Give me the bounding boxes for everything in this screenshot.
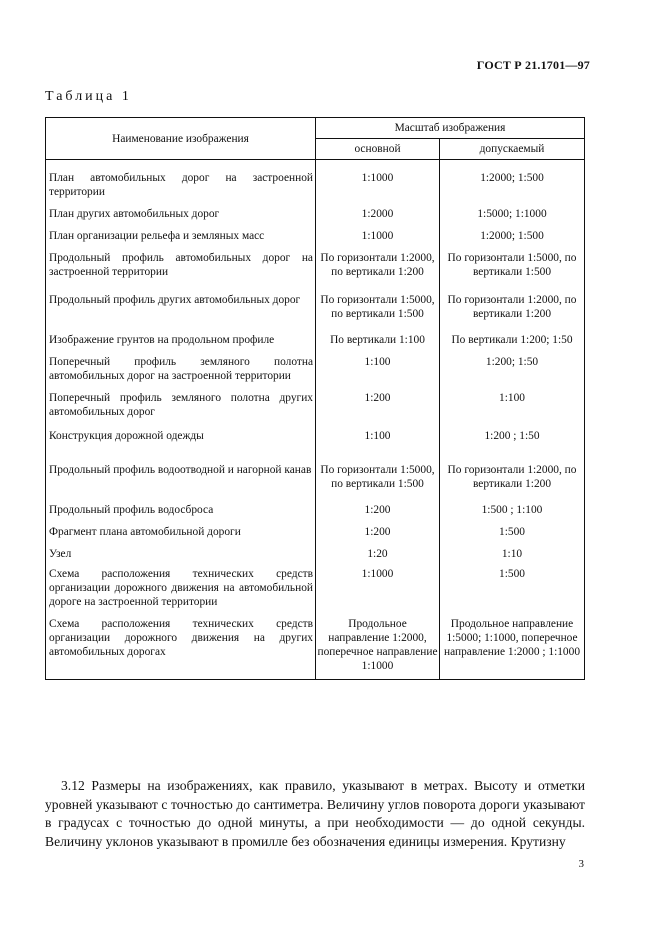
row-main-scale: 1:100 — [316, 355, 440, 391]
row-main-scale: 1:2000 — [316, 207, 440, 229]
row-main-scale: 1:1000 — [316, 567, 440, 617]
row-name: Схема расположения технических средств организации дорожного движения на других автомобильных дорогах — [46, 617, 316, 680]
row-main-scale: По вертикали 1:100 — [316, 333, 440, 355]
table-row — [46, 503, 585, 525]
row-name: Фрагмент плана автомобильной дороги — [46, 525, 316, 547]
row-allowed-scale: По горизонтали 1:2000, по вертикали 1:200 — [440, 293, 585, 333]
row-name: Продольный профиль других автомобильных дорог — [46, 293, 316, 333]
table-row — [46, 617, 585, 680]
table-row — [46, 525, 585, 547]
row-main-scale: По горизонтали 1:2000, по вертикали 1:200 — [316, 251, 440, 293]
table-row — [46, 251, 585, 293]
row-main-scale: Продольное направление 1:2000, поперечное направление 1:1000 — [316, 617, 440, 680]
table-row — [46, 547, 585, 567]
row-main-scale: По горизонтали 1:5000, по вертикали 1:500 — [316, 293, 440, 333]
row-name: План других автомобильных дорог — [46, 207, 316, 229]
row-allowed-scale: Продольное направление 1:5000; 1:1000, поперечное направление 1:2000 ; 1:1000 — [440, 617, 585, 680]
table-row — [46, 207, 585, 229]
row-allowed-scale: По вертикали 1:200; 1:50 — [440, 333, 585, 355]
table-row — [46, 160, 585, 208]
row-allowed-scale: 1:2000; 1:500 — [440, 229, 585, 251]
table-row — [46, 391, 585, 429]
row-allowed-scale: 1:10 — [440, 547, 585, 567]
row-name: Продольный профиль водоотводной и нагорной канав — [46, 463, 316, 503]
row-name: Схема расположения технических средств организации дорожного движения на автомобильной дороге на застроенной территории — [46, 567, 316, 617]
page-number: 3 — [578, 858, 584, 870]
row-name: Продольный профиль водосброса — [46, 503, 316, 525]
document-code: ГОСТ Р 21.1701—97 — [476, 58, 590, 72]
paragraph-3-12: 3.12 Размеры на изображениях, как правило, указывают в метрах. Высоту и отметки уровней указывают с точностью до сантиметра. Величину углов поворота дороги указывают в градусах с точностью до одной минуты, а при необходимости — до одной секунды. Величину уклонов указывают в промилле без обозначения единицы измерения. Крутизну — [45, 778, 585, 850]
row-allowed-scale: 1:5000; 1:1000 — [440, 207, 585, 229]
row-name: Поперечный профиль земляного полотна автомобильных дорог на застроенной территории — [46, 355, 316, 391]
row-main-scale: 1:100 — [316, 429, 440, 463]
table-row — [46, 333, 585, 355]
table-row — [46, 463, 585, 503]
table-row — [46, 293, 585, 333]
row-allowed-scale: По горизонтали 1:5000, по вертикали 1:500 — [440, 251, 585, 293]
header-main-scale: основной — [316, 139, 440, 160]
header-image-name: Наименование изображения — [46, 118, 316, 160]
row-allowed-scale: 1:100 — [440, 391, 585, 429]
row-allowed-scale: 1:2000; 1:500 — [440, 160, 585, 208]
row-name: План организации рельефа и земляных масс — [46, 229, 316, 251]
row-main-scale: 1:200 — [316, 391, 440, 429]
row-allowed-scale: 1:500 ; 1:100 — [440, 503, 585, 525]
table-row — [46, 355, 585, 391]
row-name: Продольный профиль автомобильных дорог на застроенной территории — [46, 251, 316, 293]
table-body — [46, 160, 585, 680]
header-allowed-scale: допускаемый — [440, 139, 585, 160]
row-allowed-scale: 1:500 — [440, 567, 585, 617]
table-row — [46, 429, 585, 463]
row-allowed-scale: 1:500 — [440, 525, 585, 547]
row-name: Изображение грунтов на продольном профиле — [46, 333, 316, 355]
row-main-scale: 1:200 — [316, 503, 440, 525]
row-name: Конструкция дорожной одежды — [46, 429, 316, 463]
row-main-scale: 1:1000 — [316, 229, 440, 251]
table-row — [46, 229, 585, 251]
table-caption: Таблица 1 — [45, 89, 132, 104]
row-allowed-scale: По горизонтали 1:2000, по вертикали 1:200 — [440, 463, 585, 503]
row-main-scale: 1:20 — [316, 547, 440, 567]
table-row — [46, 567, 585, 617]
header-scale: Масштаб изображения — [316, 118, 585, 139]
row-name: План автомобильных дорог на застроенной территории — [46, 160, 316, 208]
row-allowed-scale: 1:200 ; 1:50 — [440, 429, 585, 463]
scale-table — [45, 117, 585, 680]
row-main-scale: По горизонтали 1:5000, по вертикали 1:500 — [316, 463, 440, 503]
row-name: Поперечный профиль земляного полотна других автомобильных дорог — [46, 391, 316, 429]
row-allowed-scale: 1:200; 1:50 — [440, 355, 585, 391]
row-name: Узел — [46, 547, 316, 567]
row-main-scale: 1:1000 — [316, 160, 440, 208]
row-main-scale: 1:200 — [316, 525, 440, 547]
